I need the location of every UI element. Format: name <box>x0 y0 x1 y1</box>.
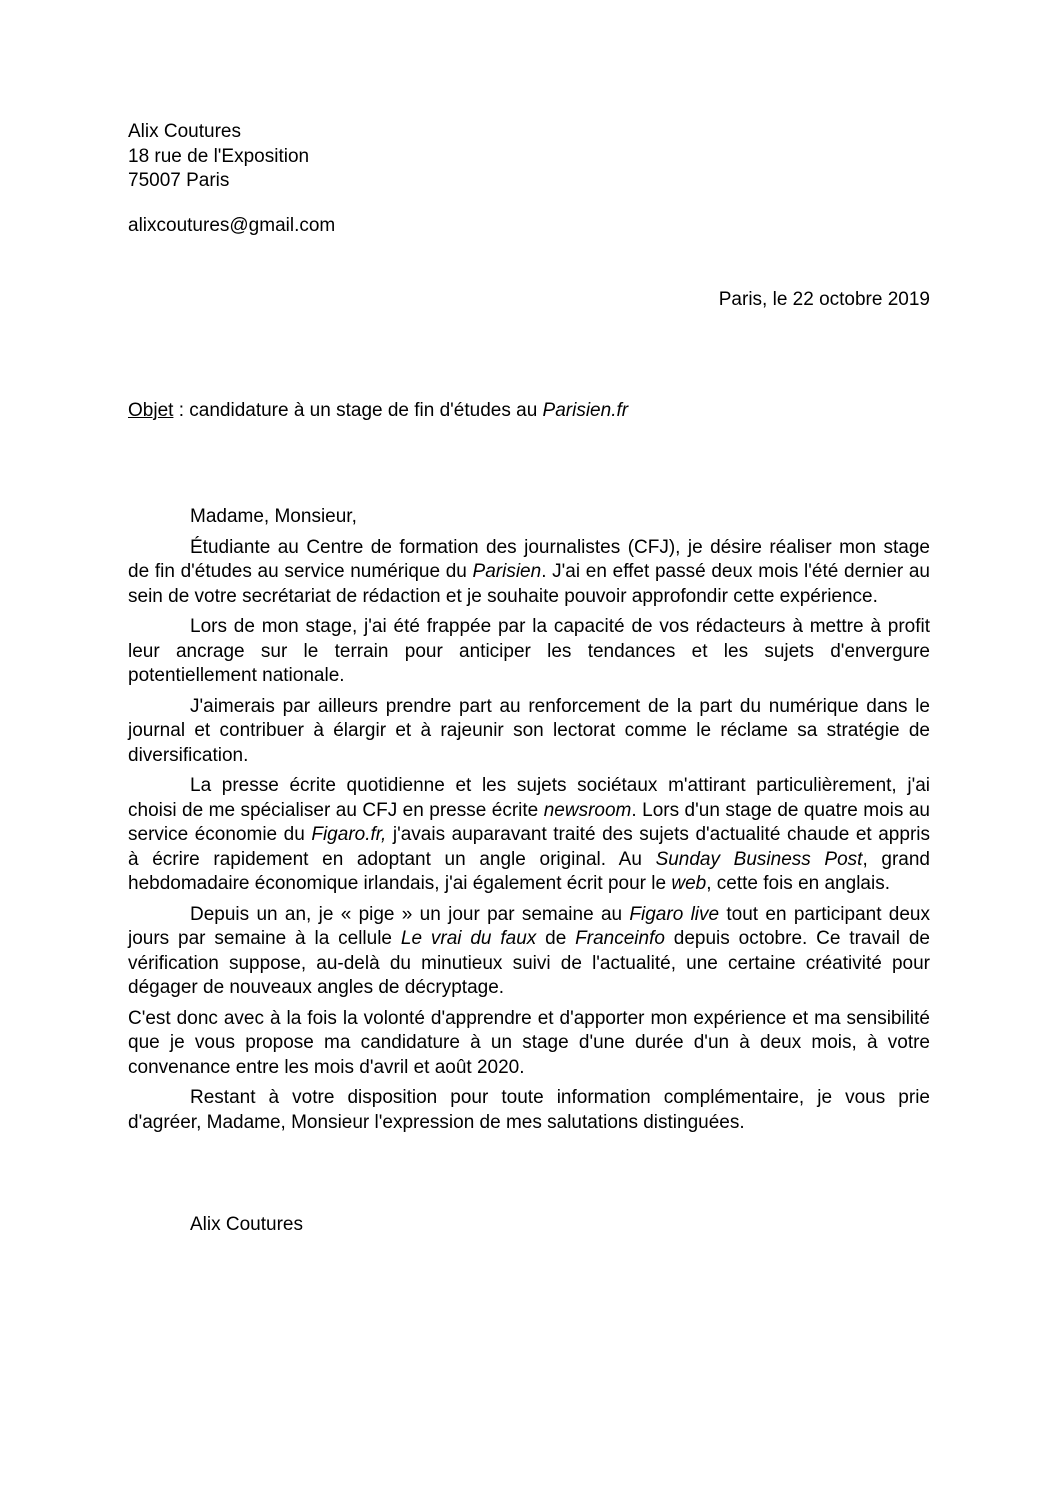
text-run: de <box>536 928 576 949</box>
text-run: J'aimerais par ailleurs prendre part au renforcement de la part du numérique dans le journal et contribuer à élargir et à rajeunir son lectorat comme le réclame sa stratégie de diversification. <box>128 695 930 766</box>
subject-text: candidature à un stage de fin d'études au <box>189 399 543 421</box>
italic-run: Parisien <box>472 561 542 582</box>
subject-line <box>128 399 930 424</box>
italic-run: web <box>671 873 707 894</box>
sender-email: alixcoutures@gmail.com <box>128 214 336 236</box>
italic-run: Figaro live <box>629 903 720 925</box>
text-run: , cette fois en anglais. <box>706 873 890 894</box>
text-run: C'est donc avec à la fois la volonté d'apprendre et d'apporter mon expérience et ma sensibilité que je vous propose ma candidature à un stage d'une durée d'un à deux mois, à votre convenance entre les mois d'avril et août 2020. <box>128 1007 930 1078</box>
text-run: La presse écrite quotidienne et les sujets sociétaux m'attirant particulièrement, j'ai choisi de me spécialiser au CFJ en presse écrite <box>128 775 930 821</box>
text-run: Étudiante au Centre de formation des journalistes (CFJ), je désire réaliser mon stage de fin d'études au service numérique du <box>128 536 930 582</box>
italic-run: Franceinfo <box>575 928 665 949</box>
sender-block <box>128 120 930 238</box>
text-run: tout en participant deux jours par semaine à la cellule <box>128 903 930 949</box>
paragraph <box>128 903 930 1001</box>
text-run: depuis octobre. Ce travail de vérification suppose, au-delà du minutieux suivi de l'actualité, une certaine créativité pour dégager de nouveaux angles de décryptage. <box>128 928 930 998</box>
text-run: Depuis un an, je « pige » un jour par semaine au <box>190 903 630 925</box>
paragraph <box>128 536 930 610</box>
italic-run: newsroom <box>543 799 632 821</box>
italic-run: Sunday Business Post <box>655 848 863 870</box>
sender-city: 75007 Paris <box>128 170 230 191</box>
text-run: , grand hebdomadaire économique irlandais, j'ai également écrit pour le <box>128 848 930 894</box>
subject-publication: Parisien.fr <box>542 399 629 421</box>
salutation: Madame, Monsieur, <box>190 506 357 527</box>
text-run: . J'ai en effet passé deux mois l'été dernier au sein de votre secrétariat de rédaction et je souhaite pouvoir approfondir cette expérience. <box>128 561 930 607</box>
dateline: Paris, le 22 octobre 2019 <box>718 289 930 310</box>
paragraph <box>128 1086 930 1135</box>
text-run: Restant à votre disposition pour toute information complémentaire, je vous prie d'agréer, Madame, Monsieur l'expression de mes salutations distinguées. <box>128 1087 930 1133</box>
paragraph <box>128 774 930 897</box>
sender-address: 18 rue de l'Exposition <box>128 145 310 167</box>
subject-label: Objet <box>128 399 174 421</box>
italic-run: Le vrai du faux <box>400 928 537 949</box>
paragraph <box>128 695 930 769</box>
text-run: Lors de mon stage, j'ai été frappée par la capacité de vos rédacteurs à mettre à profit leur ancrage sur le terrain pour anticiper les tendances et les sujets d'envergure potentiellement nationale. <box>128 616 930 686</box>
subject-separator: : <box>173 399 190 421</box>
italic-run: Figaro.fr, <box>311 824 387 845</box>
text-run: . Lors d'un stage de quatre mois au service économie du <box>128 799 930 845</box>
paragraph <box>128 1007 930 1081</box>
sender-spacer <box>128 194 930 214</box>
paragraph <box>128 615 930 689</box>
signature: Alix Coutures <box>190 1214 303 1235</box>
sender-name: Alix Coutures <box>128 121 241 142</box>
text-run: j'avais auparavant traité des sujets d'actualité chaude et appris à écrire rapidement en adoptant un angle original. Au <box>128 824 930 870</box>
